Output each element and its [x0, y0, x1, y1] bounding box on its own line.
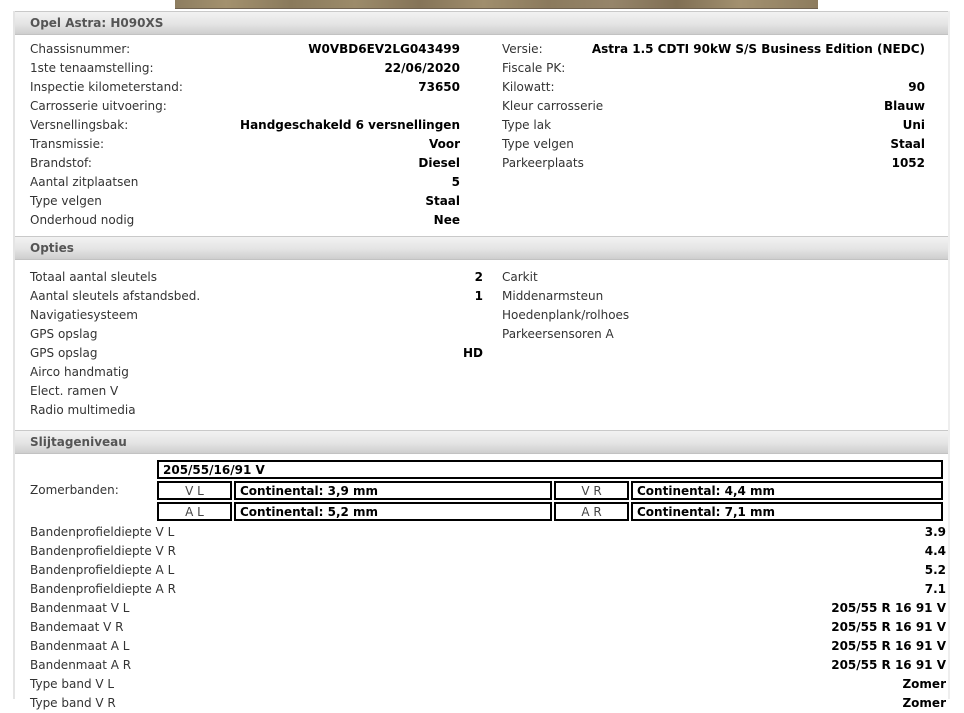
tire-size-row	[157, 460, 943, 479]
detail-value: 22/06/2020	[384, 61, 460, 75]
wear-value: 205/55 R 16 91 V	[831, 620, 946, 634]
detail-label: Type lak	[502, 118, 552, 132]
option-label: Radio multimedia	[30, 403, 136, 417]
wear-value: 5.2	[924, 563, 946, 577]
opties-left-column	[15, 268, 483, 420]
detail-label: Inspectie kilometerstand:	[30, 80, 183, 94]
wear-value: Zomer	[902, 696, 946, 710]
option-value: 1	[474, 289, 483, 303]
option-label: Elect. ramen V	[30, 384, 119, 398]
wear-row	[15, 580, 948, 599]
wear-row	[15, 656, 948, 675]
wear-label: Bandenprofieldiepte V R	[30, 544, 176, 558]
detail-row	[30, 97, 460, 116]
detail-row	[30, 40, 460, 59]
option-row	[30, 268, 483, 287]
detail-label: Chassisnummer:	[30, 42, 131, 56]
wear-row	[15, 637, 948, 656]
detail-label: Versnellingsbak:	[30, 118, 129, 132]
detail-label: Carrosserie uitvoering:	[30, 99, 167, 113]
tire-pos-vl-cell: V L	[157, 481, 232, 500]
detail-row	[502, 78, 925, 97]
option-row	[502, 287, 925, 306]
detail-value: Handgeschakeld 6 versnellingen	[240, 118, 460, 132]
detail-row	[30, 192, 460, 211]
zomerbanden-block	[15, 458, 948, 523]
detail-value: Uni	[902, 118, 925, 132]
tire-rear-row	[157, 502, 943, 521]
tire-depth-vr-cell: Continental: 4,4 mm	[631, 481, 943, 500]
option-value: 2	[474, 270, 483, 284]
option-row	[502, 325, 925, 344]
opties-right-column	[502, 268, 925, 420]
opties-section-title: Opties	[30, 241, 74, 255]
detail-row	[30, 59, 460, 78]
detail-row	[502, 97, 925, 116]
option-label: Navigatiesysteem	[30, 308, 138, 322]
wear-value: 3.9	[924, 525, 946, 539]
detail-row	[502, 116, 925, 135]
wear-row	[15, 694, 948, 713]
wear-value: 7.1	[924, 582, 946, 596]
tire-depth-ar-cell: Continental: 7,1 mm	[631, 502, 943, 521]
wear-value: 205/55 R 16 91 V	[831, 601, 946, 615]
option-label: GPS opslag	[30, 346, 98, 360]
detail-label: Transmissie:	[30, 137, 104, 151]
option-label: Aantal sleutels afstandsbed.	[30, 289, 201, 303]
option-row	[502, 268, 925, 287]
tire-front-row	[157, 481, 943, 500]
tire-size-cell: 205/55/16/91 V	[157, 460, 943, 479]
detail-label: Type velgen	[502, 137, 574, 151]
wear-label: Bandenmaat A L	[30, 639, 130, 653]
wear-row	[15, 599, 948, 618]
option-row	[30, 363, 483, 382]
wear-label: Bandenmaat A R	[30, 658, 132, 672]
detail-row	[30, 211, 460, 230]
wear-value: 4.4	[924, 544, 946, 558]
tire-pos-ar-cell: A R	[554, 502, 629, 521]
detail-value: Blauw	[884, 99, 925, 113]
wear-label: Type band V R	[30, 696, 116, 710]
option-label: Totaal aantal sleutels	[30, 270, 157, 284]
opties-section-bar	[15, 236, 948, 260]
detail-label: Aantal zitplaatsen	[30, 175, 139, 189]
detail-row	[30, 173, 460, 192]
detail-value: W0VBD6EV2LG043499	[308, 42, 460, 56]
vehicle-title-bar	[15, 11, 948, 35]
option-label: GPS opslag	[30, 327, 98, 341]
detail-value: 1052	[891, 156, 925, 170]
detail-row	[30, 78, 460, 97]
detail-value: Staal	[425, 194, 460, 208]
detail-row	[30, 154, 460, 173]
report-panel	[13, 11, 950, 710]
opties-section	[15, 268, 948, 420]
slijtageniveau-section-title: Slijtageniveau	[30, 435, 127, 449]
wear-row	[15, 561, 948, 580]
wear-label: Type band V L	[30, 677, 115, 691]
slijtageniveau-section-bar	[15, 430, 948, 454]
page-title: Opel Astra: H090XS	[30, 16, 164, 30]
vehicle-photo-bottom-edge	[175, 0, 818, 9]
detail-value: Diesel	[418, 156, 460, 170]
wear-value: 205/55 R 16 91 V	[831, 639, 946, 653]
option-row	[30, 287, 483, 306]
option-row	[30, 325, 483, 344]
wear-value: 205/55 R 16 91 V	[831, 658, 946, 672]
detail-label: 1ste tenaamstelling:	[30, 61, 154, 75]
wear-row	[15, 675, 948, 694]
detail-row	[30, 135, 460, 154]
details-left-column	[15, 40, 460, 230]
wear-row	[15, 618, 948, 637]
detail-value: Staal	[890, 137, 925, 151]
option-row	[502, 306, 925, 325]
option-label: Airco handmatig	[30, 365, 129, 379]
option-row	[30, 344, 483, 363]
tire-wear-table	[155, 458, 945, 523]
detail-value: 90	[908, 80, 925, 94]
detail-value: Astra 1.5 CDTI 90kW S/S Business Edition (NEDC)	[591, 42, 925, 56]
detail-row	[502, 40, 925, 59]
wear-detail-rows	[15, 523, 948, 713]
detail-label: Kilowatt:	[502, 80, 555, 94]
detail-row	[30, 116, 460, 135]
detail-value: Voor	[428, 137, 460, 151]
details-right-column	[502, 40, 925, 230]
option-label: Middenarmsteun	[502, 289, 604, 303]
tire-depth-al-cell: Continental: 5,2 mm	[234, 502, 552, 521]
wear-label: Bandemaat V R	[30, 620, 124, 634]
detail-label: Fiscale PK:	[502, 61, 566, 75]
detail-label: Kleur carrosserie	[502, 99, 604, 113]
detail-label: Brandstof:	[30, 156, 92, 170]
option-value: HD	[462, 346, 483, 360]
wear-label: Bandenprofieldiepte V L	[30, 525, 175, 539]
wear-value: Zomer	[902, 677, 946, 691]
wear-row	[15, 542, 948, 561]
detail-label: Parkeerplaats	[502, 156, 584, 170]
tire-pos-vr-cell: V R	[554, 481, 629, 500]
detail-value: 73650	[418, 80, 460, 94]
wear-label: Bandenprofieldiepte A L	[30, 563, 175, 577]
option-row	[30, 382, 483, 401]
option-label: Parkeersensoren A	[502, 327, 614, 341]
option-row	[30, 306, 483, 325]
tire-pos-al-cell: A L	[157, 502, 232, 521]
option-row	[30, 401, 483, 420]
detail-row	[502, 59, 925, 78]
detail-row	[502, 135, 925, 154]
wear-row	[15, 523, 948, 542]
wear-label: Bandenprofieldiepte A R	[30, 582, 176, 596]
wear-label: Bandenmaat V L	[30, 601, 130, 615]
detail-label: Type velgen	[30, 194, 102, 208]
option-label: Hoedenplank/rolhoes	[502, 308, 630, 322]
detail-label: Versie:	[502, 42, 543, 56]
tire-depth-vl-cell: Continental: 3,9 mm	[234, 481, 552, 500]
zomerbanden-label: Zomerbanden:	[30, 483, 119, 497]
detail-row	[502, 154, 925, 173]
detail-value: 5	[451, 175, 460, 189]
detail-label: Onderhoud nodig	[30, 213, 135, 227]
option-label: Carkit	[502, 270, 538, 284]
detail-value: Nee	[433, 213, 460, 227]
vehicle-details-section	[15, 40, 948, 230]
